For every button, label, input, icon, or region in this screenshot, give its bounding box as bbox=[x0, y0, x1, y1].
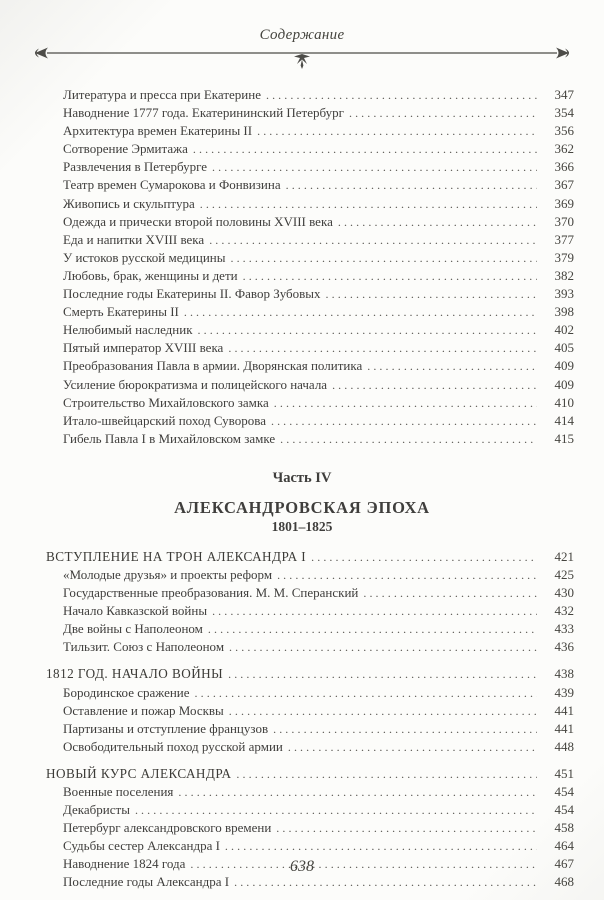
toc-entry-page: 393 bbox=[554, 286, 574, 302]
toc-entry-row bbox=[46, 566, 574, 584]
toc-entry-row bbox=[46, 267, 574, 285]
toc-entry-title: Петербург александровского времени bbox=[63, 820, 272, 836]
dot-leader bbox=[236, 765, 537, 783]
dot-leader bbox=[230, 249, 537, 267]
toc-entry-page: 410 bbox=[554, 394, 574, 410]
part-years: 1801–1825 bbox=[271, 518, 333, 534]
running-head bbox=[0, 0, 604, 72]
toc-entry-page: 409 bbox=[554, 376, 574, 392]
dot-leader bbox=[229, 638, 537, 656]
toc-entry-row bbox=[46, 195, 574, 213]
toc-entry-row bbox=[46, 873, 574, 891]
toc-list-upper bbox=[46, 86, 574, 448]
toc-entry-page: 458 bbox=[554, 820, 574, 836]
toc-entry-page: 402 bbox=[554, 322, 574, 338]
dot-leader bbox=[212, 158, 537, 176]
part-label: Часть IV bbox=[272, 469, 332, 486]
dot-leader bbox=[311, 548, 537, 566]
toc-entry-title: Две войны с Наполеоном bbox=[63, 621, 203, 637]
toc-entry-title: НОВЫЙ КУРС АЛЕКСАНДРА bbox=[46, 765, 232, 781]
toc-entry-row bbox=[46, 837, 574, 855]
dot-leader bbox=[367, 357, 537, 375]
toc-entry-title: У истоков русской медицины bbox=[63, 249, 226, 265]
toc-entry-title: Тильзит. Союз с Наполеоном bbox=[63, 639, 225, 655]
toc-entry-page: 433 bbox=[554, 621, 574, 637]
dot-leader bbox=[266, 86, 537, 104]
toc-entry-title: Декабристы bbox=[63, 802, 130, 818]
toc-entry-page: 454 bbox=[554, 802, 574, 818]
toc-entry-row bbox=[46, 213, 574, 231]
toc-entry-row bbox=[46, 122, 574, 140]
toc-entry-title: Литература и пресса при Екатерине bbox=[63, 87, 261, 102]
toc-entry-row bbox=[46, 303, 574, 321]
toc-entry-row bbox=[46, 430, 574, 448]
toc-section-row bbox=[46, 665, 574, 683]
toc-entry-row bbox=[46, 638, 574, 656]
toc-entry-row bbox=[46, 801, 574, 819]
toc-entry-title: Пятый император XVIII века bbox=[63, 340, 224, 356]
toc-entry-row bbox=[46, 140, 574, 158]
dot-leader bbox=[228, 665, 537, 683]
rule-left-arrow-icon bbox=[35, 48, 48, 59]
toc-entry-row bbox=[46, 819, 574, 837]
toc-entry-row bbox=[46, 376, 574, 394]
toc-entry-title: Освободительный поход русской армии bbox=[63, 738, 283, 754]
dot-leader bbox=[349, 104, 537, 122]
toc-entry-title: Последние годы Екатерины II. Фавор Зубовых bbox=[63, 286, 321, 302]
toc-entry-row bbox=[46, 620, 574, 638]
toc-entry-title: Театр времен Сумарокова и Фонвизина bbox=[63, 177, 281, 193]
toc-entry-page: 425 bbox=[554, 566, 574, 582]
toc-entry-title: Нелюбимый наследник bbox=[63, 322, 193, 338]
toc-entry-page: 382 bbox=[554, 267, 574, 283]
toc-entry-page: 379 bbox=[554, 249, 574, 265]
toc-entry-title: Последние годы Александра I bbox=[63, 874, 230, 890]
rule-right-arrow-icon bbox=[556, 48, 569, 59]
toc-entry-title: Военные поселения bbox=[63, 784, 174, 799]
dot-leader bbox=[332, 376, 537, 394]
dot-leader bbox=[225, 837, 537, 855]
toc-section-row bbox=[46, 765, 574, 783]
toc-entry-row bbox=[46, 394, 574, 412]
dot-leader bbox=[273, 720, 537, 738]
toc-entry-title: Начало Кавказской войны bbox=[63, 603, 208, 619]
toc-entry-title: Итало-швейцарский поход Суворова bbox=[63, 412, 266, 428]
toc-entry-page: 430 bbox=[554, 585, 574, 601]
part-title: АЛЕКСАНДРОВСКАЯ ЭПОХА bbox=[174, 497, 430, 517]
toc-entry-page: 347 bbox=[554, 87, 574, 102]
toc-entry-row bbox=[46, 702, 574, 720]
toc-entry-row bbox=[46, 249, 574, 267]
toc-entry-row bbox=[46, 684, 574, 702]
toc-entry-title: ВСТУПЛЕНИЕ НА ТРОН АЛЕКСАНДРА I bbox=[46, 548, 307, 564]
toc-entry-title: Государственные преобразования. М. М. Сперанский bbox=[63, 585, 359, 601]
toc-entry-title: Гибель Павла I в Михайловском замке bbox=[63, 430, 276, 446]
toc-entry-title: 1812 ГОД. НАЧАЛО ВОЙНЫ bbox=[46, 666, 224, 682]
toc-entry-page: 436 bbox=[554, 639, 574, 655]
toc-entry-row bbox=[46, 339, 574, 357]
dot-leader bbox=[257, 122, 537, 140]
toc-entry-row bbox=[46, 321, 574, 339]
dot-leader bbox=[228, 339, 537, 357]
toc-list-lower bbox=[46, 548, 574, 892]
toc-entry-row bbox=[46, 738, 574, 756]
rule-center-fleur-icon bbox=[294, 54, 310, 69]
toc-entry-title: Усиление бюрократизма и полицейского начала bbox=[63, 376, 328, 392]
toc-entry-page: 409 bbox=[554, 358, 574, 374]
toc-entry-page: 441 bbox=[554, 720, 574, 736]
toc-entry-title: Преобразования Павла в армии. Дворянская политика bbox=[63, 358, 363, 374]
toc-entry-page: 468 bbox=[554, 874, 574, 890]
dot-leader bbox=[193, 140, 537, 158]
toc-entry-title: Еда и напитки XVIII века bbox=[63, 231, 205, 247]
dot-leader bbox=[243, 267, 537, 285]
toc-entry-page: 398 bbox=[554, 304, 574, 320]
dot-leader bbox=[208, 620, 537, 638]
dot-leader bbox=[195, 684, 537, 702]
toc-entry-title: Одежда и прически второй половины XVIII века bbox=[63, 213, 333, 229]
dot-leader bbox=[274, 394, 537, 412]
dot-leader bbox=[277, 566, 537, 584]
dot-leader bbox=[200, 195, 537, 213]
toc-entry-page: 414 bbox=[554, 412, 574, 428]
toc-section-row bbox=[46, 548, 574, 566]
toc-entry-page: 362 bbox=[554, 141, 574, 157]
toc-entry-title: Любовь, брак, женщины и дети bbox=[63, 267, 238, 283]
toc-entry-page: 377 bbox=[554, 231, 574, 247]
toc-entry-row bbox=[46, 104, 574, 122]
toc-entry-page: 369 bbox=[554, 195, 574, 211]
toc-entry-row bbox=[46, 584, 574, 602]
dot-leader bbox=[212, 602, 537, 620]
toc-entry-title: Живопись и скульптура bbox=[63, 195, 195, 211]
dot-leader bbox=[271, 412, 537, 430]
toc-entry-row bbox=[46, 720, 574, 738]
toc-entry-page: 439 bbox=[554, 684, 574, 700]
dot-leader bbox=[209, 231, 537, 249]
dot-leader bbox=[338, 213, 537, 231]
toc-entry-title: Наводнение 1777 года. Екатерининский Петербург bbox=[63, 105, 344, 121]
toc-entry-row bbox=[46, 285, 574, 303]
toc-entry-page: 356 bbox=[554, 123, 574, 139]
dot-leader bbox=[326, 285, 537, 303]
toc-entry-page: 367 bbox=[554, 177, 574, 193]
toc-entry-page: 405 bbox=[554, 340, 574, 356]
toc-entry-page: 421 bbox=[554, 548, 574, 564]
toc-entry-page: 454 bbox=[554, 784, 574, 799]
dot-leader bbox=[276, 819, 537, 837]
toc-entry-title: «Молодые друзья» и проекты реформ bbox=[63, 566, 273, 582]
toc-entry-page: 354 bbox=[554, 105, 574, 121]
toc-entry-title: Архитектура времен Екатерины II bbox=[63, 123, 253, 139]
toc-entry-title: Сотворение Эрмитажа bbox=[63, 141, 188, 157]
toc-entry-title: Оставление и пожар Москвы bbox=[63, 702, 224, 718]
part-heading bbox=[0, 470, 604, 535]
dot-leader bbox=[135, 801, 537, 819]
toc-entry-page: 441 bbox=[554, 702, 574, 718]
toc-entry-row bbox=[46, 602, 574, 620]
dot-leader bbox=[288, 738, 537, 756]
dot-leader bbox=[198, 321, 537, 339]
dot-leader bbox=[229, 702, 537, 720]
toc-entry-row bbox=[46, 231, 574, 249]
dot-leader bbox=[178, 783, 537, 801]
toc-entry-page: 467 bbox=[554, 856, 574, 872]
dot-leader bbox=[286, 176, 537, 194]
toc-entry-row bbox=[46, 783, 574, 801]
toc-entry-title: Строительство Михайловского замка bbox=[63, 394, 269, 410]
folio-page-number: 638 bbox=[290, 858, 314, 875]
toc-entry-row bbox=[46, 176, 574, 194]
toc-entry-title: Бородинское сражение bbox=[63, 684, 190, 700]
toc-entry-row bbox=[46, 357, 574, 375]
toc-entry-page: 438 bbox=[554, 666, 574, 682]
toc-entry-page: 366 bbox=[554, 159, 574, 175]
toc-entry-title: Наводнение 1824 года bbox=[63, 856, 186, 872]
toc-entry-row bbox=[46, 412, 574, 430]
toc-entry-page: 432 bbox=[554, 603, 574, 619]
toc-entry-row bbox=[46, 158, 574, 176]
toc-entry-page: 415 bbox=[554, 430, 574, 446]
toc-entry-page: 451 bbox=[554, 765, 574, 781]
toc-entry-row bbox=[46, 86, 574, 104]
toc-entry-title: Развлечения в Петербурге bbox=[63, 159, 208, 175]
dot-leader bbox=[184, 303, 537, 321]
toc-entry-title: Судьбы сестер Александра I bbox=[63, 838, 220, 854]
toc-entry-page: 448 bbox=[554, 738, 574, 754]
page-title: Содержание bbox=[259, 27, 345, 43]
toc-entry-title: Смерть Екатерины II bbox=[63, 304, 179, 320]
dot-leader bbox=[280, 430, 537, 448]
dot-leader bbox=[234, 873, 537, 891]
toc-entry-page: 464 bbox=[554, 838, 574, 854]
toc-entry-page: 370 bbox=[554, 213, 574, 229]
toc-entry-title: Партизаны и отступление французов bbox=[63, 720, 269, 736]
ornamental-rule bbox=[31, 46, 573, 72]
dot-leader bbox=[363, 584, 537, 602]
